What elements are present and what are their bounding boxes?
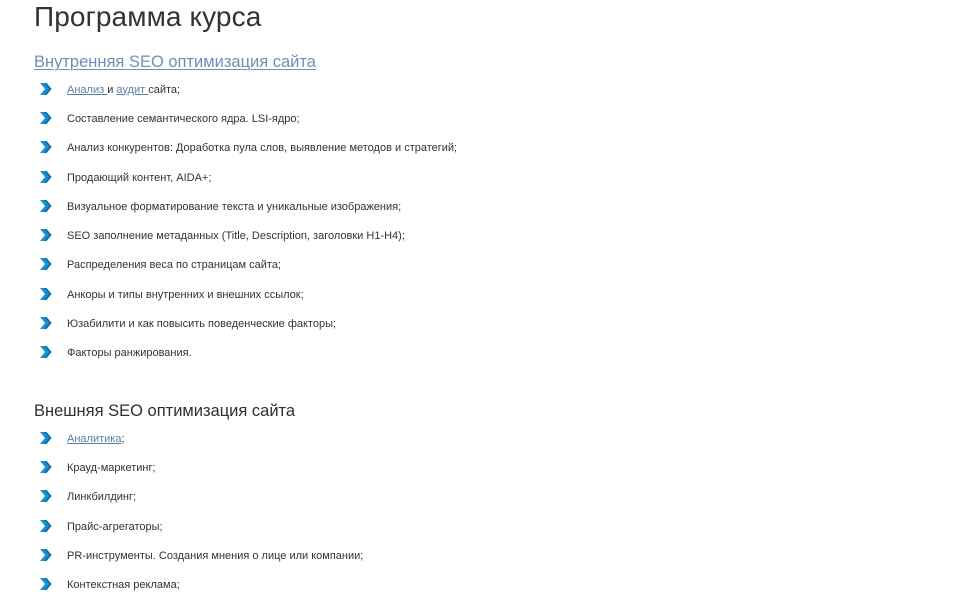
double-chevron-right-icon bbox=[40, 432, 54, 444]
list-item bbox=[40, 541, 900, 570]
list-item bbox=[40, 251, 900, 280]
double-chevron-right-icon bbox=[40, 461, 54, 473]
list-item-text bbox=[67, 432, 125, 446]
double-chevron-right-icon bbox=[40, 578, 54, 590]
list-item-text: SEO заполнение метаданных (Title, Description, заголовки H1-H4); bbox=[67, 230, 405, 243]
analysis-link[interactable]: Анализ bbox=[67, 83, 108, 96]
list-item-text: Линкбилдинг; bbox=[67, 491, 137, 504]
list-item bbox=[40, 221, 900, 250]
list-item bbox=[40, 483, 900, 512]
double-chevron-right-icon bbox=[40, 346, 54, 358]
list-item bbox=[40, 192, 900, 221]
list-item bbox=[40, 309, 900, 338]
double-chevron-right-icon bbox=[40, 200, 54, 212]
list-item bbox=[40, 163, 900, 192]
section-external-seo-list bbox=[40, 424, 900, 600]
page-title: Программа курса bbox=[34, 1, 262, 32]
list-item-text: Визуальное форматирование текста и уникальные изображения; bbox=[67, 200, 402, 213]
list-item-text: Составление семантического ядра. LSI-ядро; bbox=[67, 112, 300, 125]
double-chevron-right-icon bbox=[40, 112, 54, 124]
list-item-text: Юзабилити и как повысить поведенческие факторы; bbox=[67, 318, 337, 331]
list-item bbox=[40, 280, 900, 309]
double-chevron-right-icon bbox=[40, 141, 54, 153]
list-item-text: Анализ конкурентов: Доработка пула слов, выявление методов и стратегий; bbox=[67, 142, 458, 155]
list-item-text: Распределения веса по страницам сайта; bbox=[67, 259, 282, 272]
list-item-text: Прайс-агрегаторы; bbox=[67, 520, 163, 533]
double-chevron-right-icon bbox=[40, 258, 54, 270]
list-item bbox=[40, 512, 900, 541]
double-chevron-right-icon bbox=[40, 549, 54, 561]
double-chevron-right-icon bbox=[40, 520, 54, 532]
analytics-link[interactable]: Аналитика bbox=[67, 432, 122, 445]
section-external-seo-title: Внешняя SEO оптимизация сайта bbox=[34, 402, 296, 420]
list-item-text: Продающий контент, AIDA+; bbox=[67, 171, 212, 184]
list-item-text: Факторы ранжирования. bbox=[67, 347, 192, 360]
section-internal-seo-link[interactable]: Внутренняя SEO оптимизация сайта bbox=[34, 53, 316, 71]
list-item bbox=[40, 75, 900, 104]
list-item bbox=[40, 134, 900, 163]
list-item-text: Крауд-маркетинг; bbox=[67, 461, 156, 474]
double-chevron-right-icon bbox=[40, 171, 54, 183]
list-item bbox=[40, 104, 900, 133]
list-item-text: Контекстная реклама; bbox=[67, 579, 180, 592]
list-item-tail: сайта; bbox=[148, 83, 181, 96]
double-chevron-right-icon bbox=[40, 229, 54, 241]
double-chevron-right-icon bbox=[40, 83, 54, 95]
double-chevron-right-icon bbox=[40, 490, 54, 502]
list-item-text: PR-инструменты. Создания мнения о лице или компании; bbox=[67, 549, 364, 562]
list-item bbox=[40, 453, 900, 482]
list-item-text bbox=[67, 83, 180, 97]
audit-link[interactable]: аудит bbox=[116, 83, 149, 96]
double-chevron-right-icon bbox=[40, 288, 54, 300]
list-item-joiner: и bbox=[107, 83, 117, 96]
list-item bbox=[40, 424, 900, 453]
list-item bbox=[40, 339, 900, 368]
list-item bbox=[40, 570, 900, 599]
section-internal-seo-list bbox=[40, 75, 900, 368]
list-item-text: Анкоры и типы внутренних и внешних ссылок; bbox=[67, 288, 304, 301]
list-item-tail: ; bbox=[121, 432, 125, 445]
double-chevron-right-icon bbox=[40, 317, 54, 329]
